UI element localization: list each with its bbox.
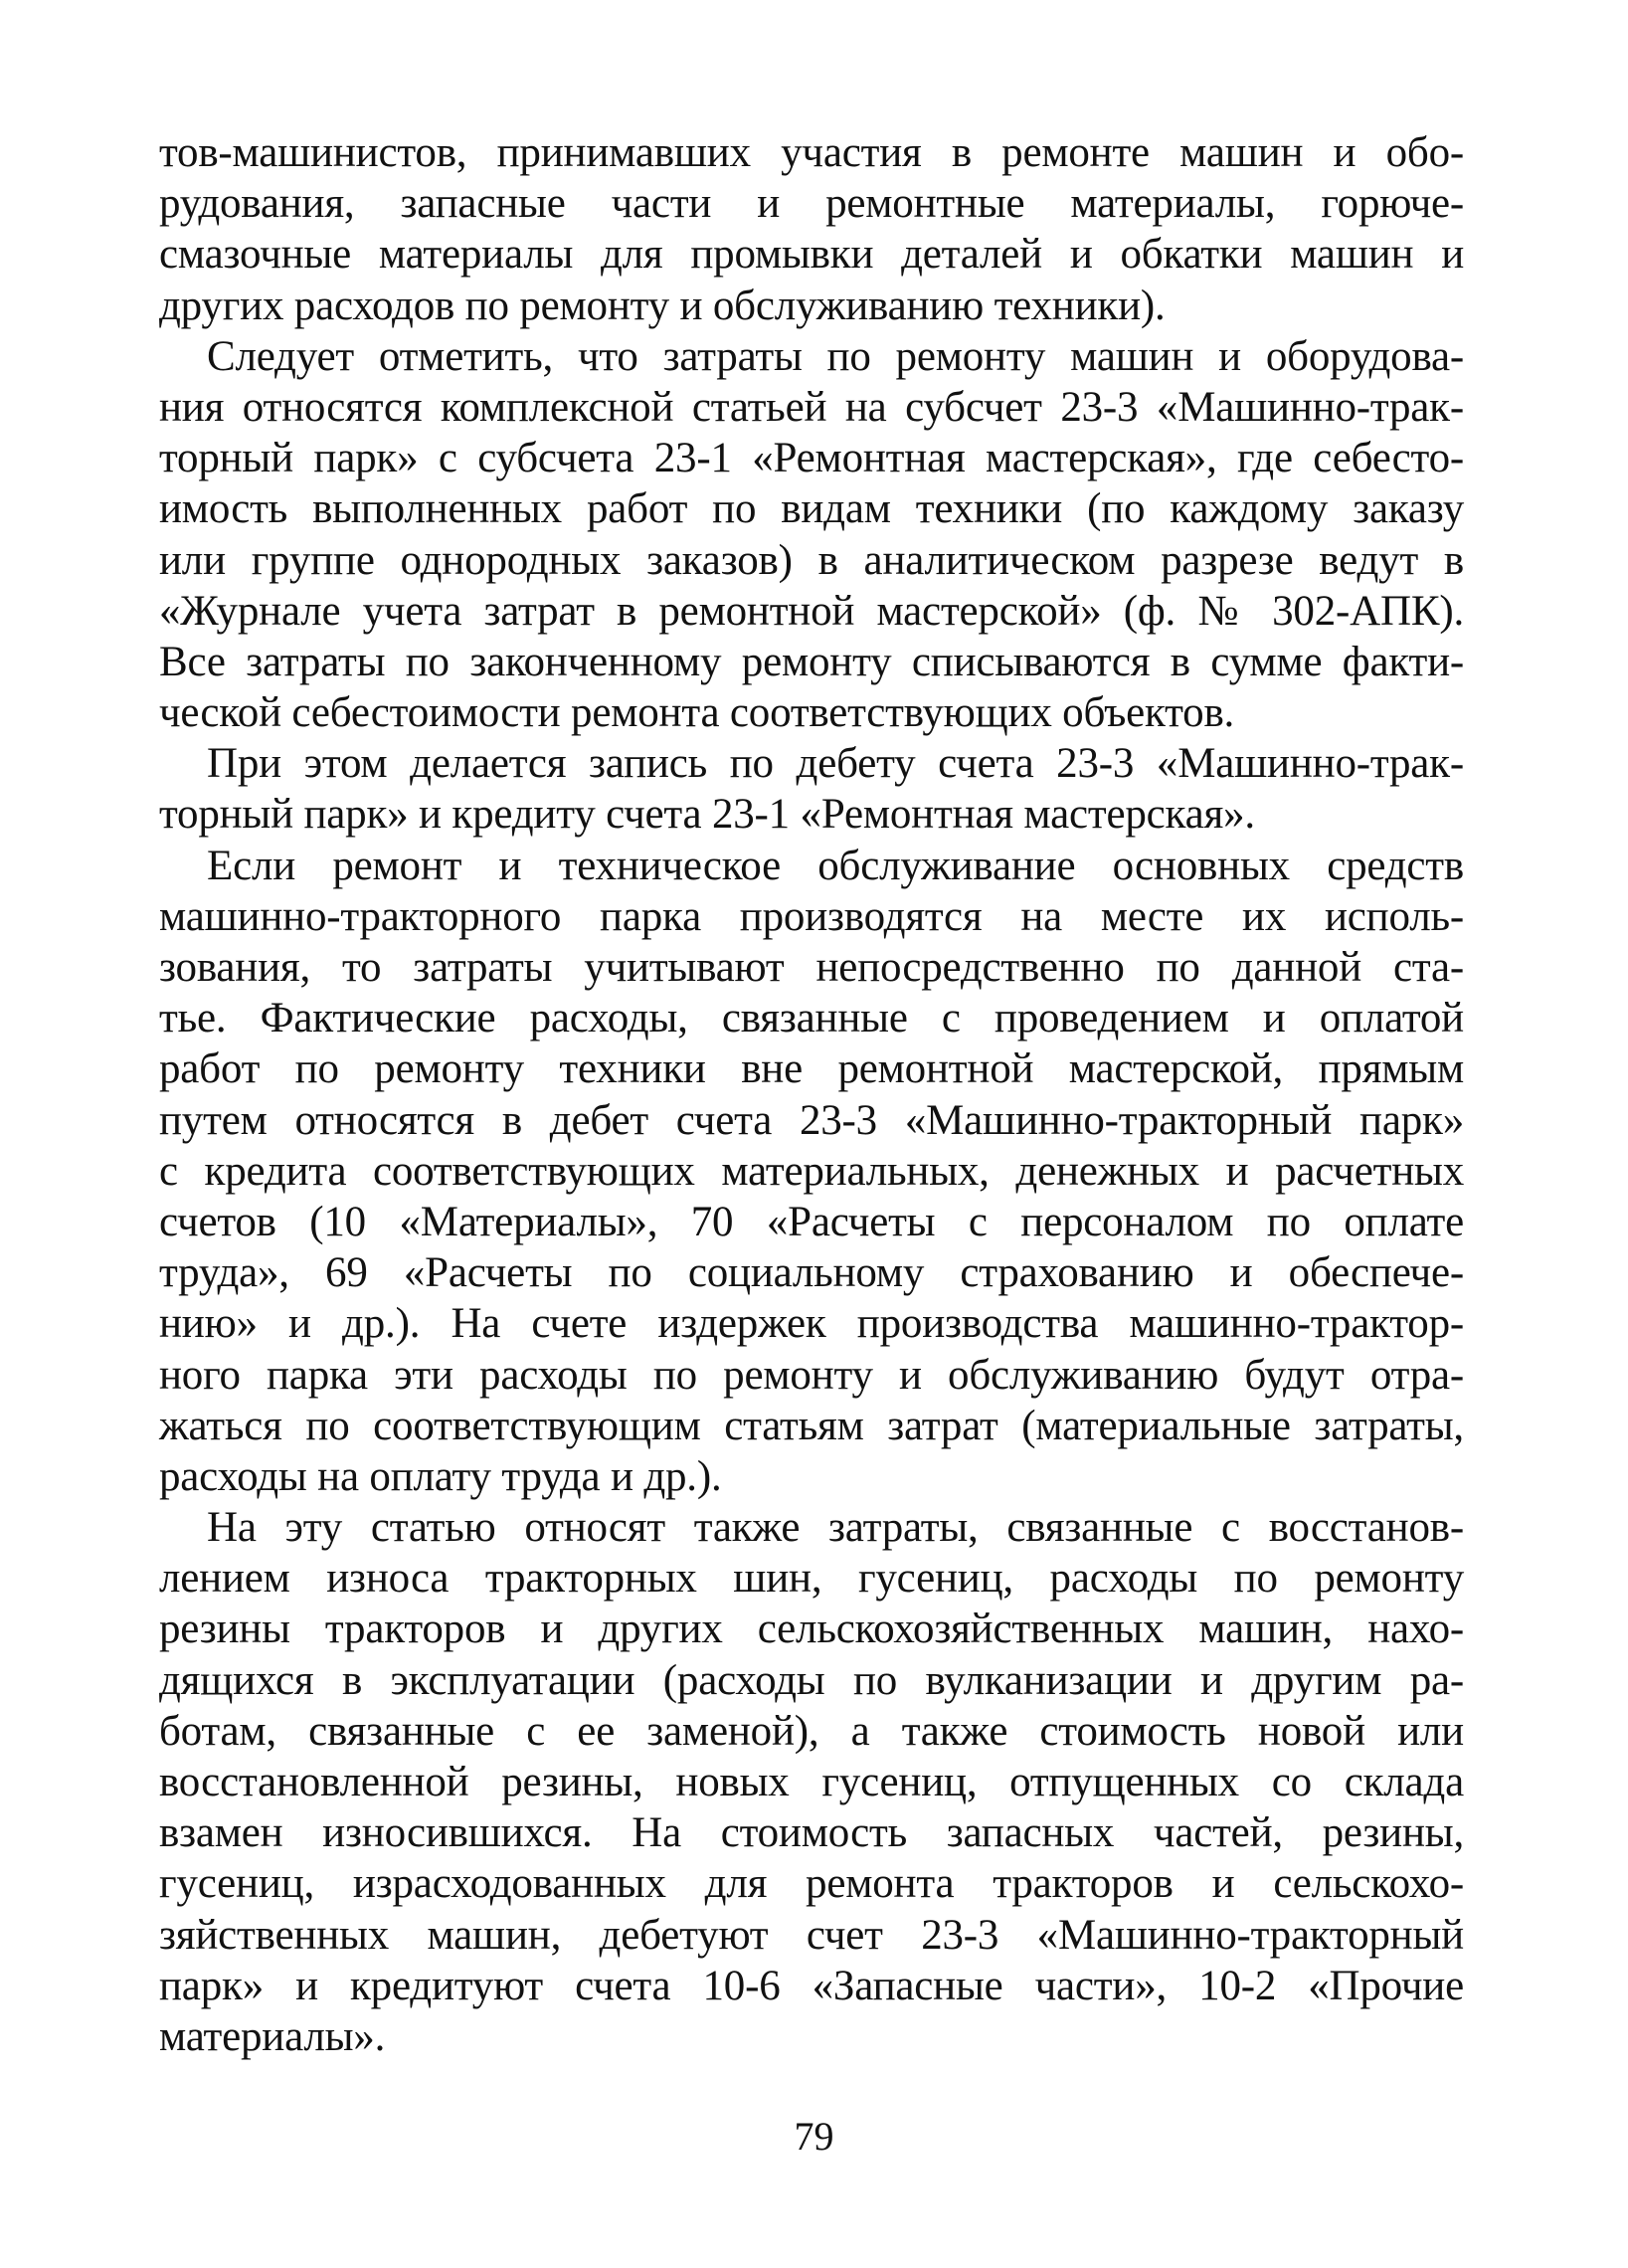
paragraph-4 [159, 841, 1464, 1502]
text-line: парк» и кредитуют счета 10-6 «Запасные части», 10-2 «Прочие [159, 1962, 1464, 2009]
text-line: резины тракторов и других сельскохозяйственных машин, нахо- [159, 1606, 1464, 1653]
text-line: восстановленной резины, новых гусениц, отпущенных со склада [159, 1759, 1464, 1805]
text-line: взамен износившихся. На стоимость запасных частей, резины, [159, 1809, 1464, 1857]
text-line: счетов (10 «Материалы», 70 «Расчеты с персоналом по оплате [159, 1198, 1464, 1245]
text-line: зования, то затраты учитывают непосредственно по данной ста- [159, 944, 1464, 991]
text-line: смазочные материалы для промывки деталей и обкатки машин и [159, 231, 1464, 279]
text-line: дящихся в эксплуатации (расходы по вулканизации и другим ра- [159, 1656, 1464, 1704]
text-line: жаться по соответствующим статьям затрат (материальные затраты, [159, 1402, 1464, 1449]
text-line: тье. Фактические расходы, связанные с проведением и оплатой [159, 995, 1464, 1042]
paragraph-2 [159, 331, 1464, 739]
text-line: расходы на оплату труда и др.). [159, 1452, 722, 1500]
text-line: «Журнале учета затрат в ремонтной мастерской» (ф. № 302-АПК). [159, 587, 1464, 635]
text-line: машинно-тракторного парка производятся на месте их исполь- [159, 892, 1464, 940]
text-line: ного парка эти расходы по ремонту и обслуживанию будут отра- [159, 1351, 1464, 1399]
text-line: работ по ремонту техники вне ремонтной мастерской, прямым [159, 1045, 1464, 1093]
text-line: ботам, связанные с ее заменой), а также стоимость новой или [159, 1707, 1464, 1755]
page-body [159, 127, 1464, 2216]
text-line: или группе однородных заказов) в аналитическом разрезе ведут в [159, 536, 1464, 584]
text-line: торный парк» с субсчета 23-1 «Ремонтная мастерская», где себесто- [159, 435, 1464, 482]
text-line: Все затраты по законченному ремонту списываются в сумме факти- [159, 638, 1464, 685]
text-line: Если ремонт и техническое обслуживание основных средств [207, 842, 1464, 889]
text-line: ния относятся комплексной статьей на субсчет 23-3 «Машинно-трак- [159, 383, 1464, 431]
text-line: тов-машинистов, принимавших участия в ремонте машин и обо- [159, 129, 1464, 176]
paragraph-1 [159, 127, 1464, 331]
text-line: На эту статью относят также затраты, связанные с восстанов- [207, 1504, 1464, 1552]
text-line: нию» и др.). На счете издержек производства машинно-трактор- [159, 1300, 1464, 1348]
text-line: зяйственных машин, дебетуют счет 23-3 «Машинно-тракторный [159, 1911, 1464, 1959]
text-line: лением износа тракторных шин, гусениц, расходы по ремонту [159, 1555, 1464, 1603]
text-line: труда», 69 «Расчеты по социальному страхованию и обеспече- [159, 1249, 1464, 1297]
page-number: 79 [794, 2114, 834, 2159]
paragraph-3 [159, 738, 1464, 840]
text-line: ческой себестоимости ремонта соответствующих объектов. [159, 689, 1235, 737]
text-line: имость выполненных работ по видам техники (по каждому заказу [159, 485, 1464, 533]
paragraph-5 [159, 1502, 1464, 2062]
text-line: При этом делается запись по дебету счета 23-3 «Машинно-трак- [207, 740, 1464, 788]
text-line: материалы». [159, 2012, 386, 2060]
text-line: других расходов по ремонту и обслуживанию техники). [159, 282, 1166, 329]
text-line: путем относятся в дебет счета 23-3 «Машинно-тракторный парк» [159, 1096, 1464, 1144]
text-line: торный парк» и кредиту счета 23-1 «Ремонтная мастерская». [159, 791, 1255, 839]
text-line: с кредита соответствующих материальных, денежных и расчетных [159, 1147, 1464, 1195]
text-line: гусениц, израсходованных для ремонта тракторов и сельскохо- [159, 1860, 1464, 1908]
text-line: Следует отметить, что затраты по ремонту машин и оборудова- [207, 332, 1464, 380]
text-line: рудования, запасные части и ремонтные материалы, горюче- [159, 180, 1464, 228]
